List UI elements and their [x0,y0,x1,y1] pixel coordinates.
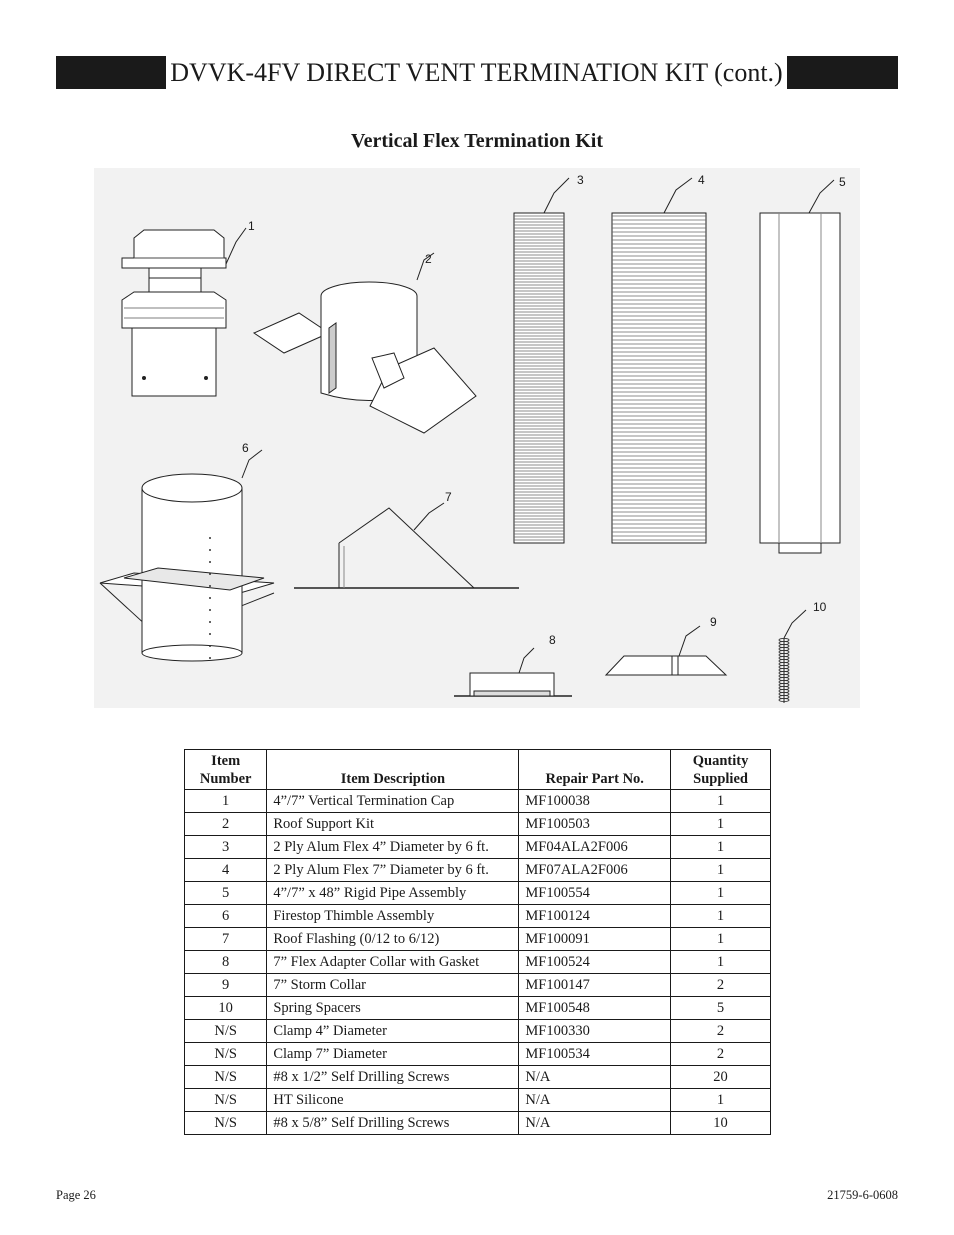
col-item-number: Item Number [185,750,267,790]
callout-8: 8 [549,633,556,647]
cell-item-number: 10 [185,997,267,1020]
cell-quantity: 1 [671,859,771,882]
header-bar-left [56,56,166,89]
cell-item-number: 1 [185,790,267,813]
cell-repair-part-no: MF100554 [519,882,671,905]
cell-item-number: 4 [185,859,267,882]
cell-quantity: 10 [671,1112,771,1135]
cell-item-description: Roof Support Kit [267,813,519,836]
col-repair-part-no: Repair Part No. [519,750,671,790]
table-row [185,951,771,974]
col-item-description: Item Description [267,750,519,790]
cell-repair-part-no: N/A [519,1066,671,1089]
cell-item-number: N/S [185,1089,267,1112]
table-row [185,1112,771,1135]
document-number: 21759-6-0608 [827,1188,898,1202]
cell-quantity: 2 [671,974,771,997]
table-row [185,836,771,859]
cell-item-number: 8 [185,951,267,974]
callout-6: 6 [242,441,249,455]
cell-item-description: 4”/7” Vertical Termination Cap [267,790,519,813]
callout-4: 4 [698,173,705,187]
cell-item-number: N/S [185,1066,267,1089]
cell-quantity: 1 [671,790,771,813]
cell-item-description: Clamp 7” Diameter [267,1043,519,1066]
flex-pipe-4in-drawing [514,178,569,543]
cell-repair-part-no: MF100548 [519,997,671,1020]
table-row [185,859,771,882]
cell-item-description: Clamp 4” Diameter [267,1020,519,1043]
cell-repair-part-no: MF100503 [519,813,671,836]
cell-item-description: Spring Spacers [267,997,519,1020]
cell-item-number: N/S [185,1112,267,1135]
cell-item-description: #8 x 5/8” Self Drilling Screws [267,1112,519,1135]
table-row [185,813,771,836]
cell-item-number: 3 [185,836,267,859]
cell-quantity: 1 [671,1089,771,1112]
cell-item-description: 2 Ply Alum Flex 4” Diameter by 6 ft. [267,836,519,859]
cell-item-description: 7” Flex Adapter Collar with Gasket [267,951,519,974]
callout-1: 1 [248,219,255,233]
table-row [185,1089,771,1112]
table-row [185,905,771,928]
page-title: DVVK-4FV DIRECT VENT TERMINATION KIT (cont.) [170,58,783,87]
cell-item-description: 4”/7” x 48” Rigid Pipe Assembly [267,882,519,905]
cell-quantity: 2 [671,1020,771,1043]
cell-repair-part-no: MF100534 [519,1043,671,1066]
cell-item-number: 2 [185,813,267,836]
callout-2: 2 [425,252,432,266]
table-row [185,790,771,813]
cell-repair-part-no: N/A [519,1112,671,1135]
cell-repair-part-no: MF07ALA2F006 [519,859,671,882]
parts-diagram [94,168,860,708]
col-quantity-supplied: Quantity Supplied [671,750,771,790]
table-row [185,1043,771,1066]
cell-repair-part-no: MF100038 [519,790,671,813]
table-header-row [185,750,771,790]
table-row [185,974,771,997]
cell-repair-part-no: MF100330 [519,1020,671,1043]
section-title: Vertical Flex Termination Kit [350,130,603,152]
cell-repair-part-no: MF100147 [519,974,671,997]
callout-9: 9 [710,615,717,629]
cell-quantity: 1 [671,882,771,905]
cell-item-description: Firestop Thimble Assembly [267,905,519,928]
table-row [185,997,771,1020]
header-bar-right [787,56,898,89]
cell-repair-part-no: MF04ALA2F006 [519,836,671,859]
cell-item-description: 7” Storm Collar [267,974,519,997]
table-row [185,882,771,905]
page-number: Page 26 [56,1188,96,1202]
callout-5: 5 [839,175,846,189]
table-row [185,1066,771,1089]
cell-item-number: N/S [185,1020,267,1043]
cell-item-description: #8 x 1/2” Self Drilling Screws [267,1066,519,1089]
cell-repair-part-no: MF100091 [519,928,671,951]
cell-quantity: 2 [671,1043,771,1066]
parts-table [184,749,771,1135]
cell-item-number: 6 [185,905,267,928]
cell-repair-part-no: MF100124 [519,905,671,928]
cell-item-number: 9 [185,974,267,997]
cell-quantity: 1 [671,951,771,974]
rigid-pipe-drawing [760,180,840,553]
cell-item-number: N/S [185,1043,267,1066]
cell-item-number: 7 [185,928,267,951]
cell-item-number: 5 [185,882,267,905]
table-row [185,1020,771,1043]
cell-quantity: 5 [671,997,771,1020]
cell-quantity: 1 [671,905,771,928]
cell-item-description: HT Silicone [267,1089,519,1112]
table-row [185,928,771,951]
cell-item-description: 2 Ply Alum Flex 7” Diameter by 6 ft. [267,859,519,882]
callout-3: 3 [577,173,584,187]
cell-quantity: 20 [671,1066,771,1089]
cell-quantity: 1 [671,928,771,951]
callout-7: 7 [445,490,452,504]
cell-quantity: 1 [671,813,771,836]
cell-quantity: 1 [671,836,771,859]
callout-10: 10 [813,600,827,614]
cell-repair-part-no: N/A [519,1089,671,1112]
cell-item-description: Roof Flashing (0/12 to 6/12) [267,928,519,951]
cell-repair-part-no: MF100524 [519,951,671,974]
